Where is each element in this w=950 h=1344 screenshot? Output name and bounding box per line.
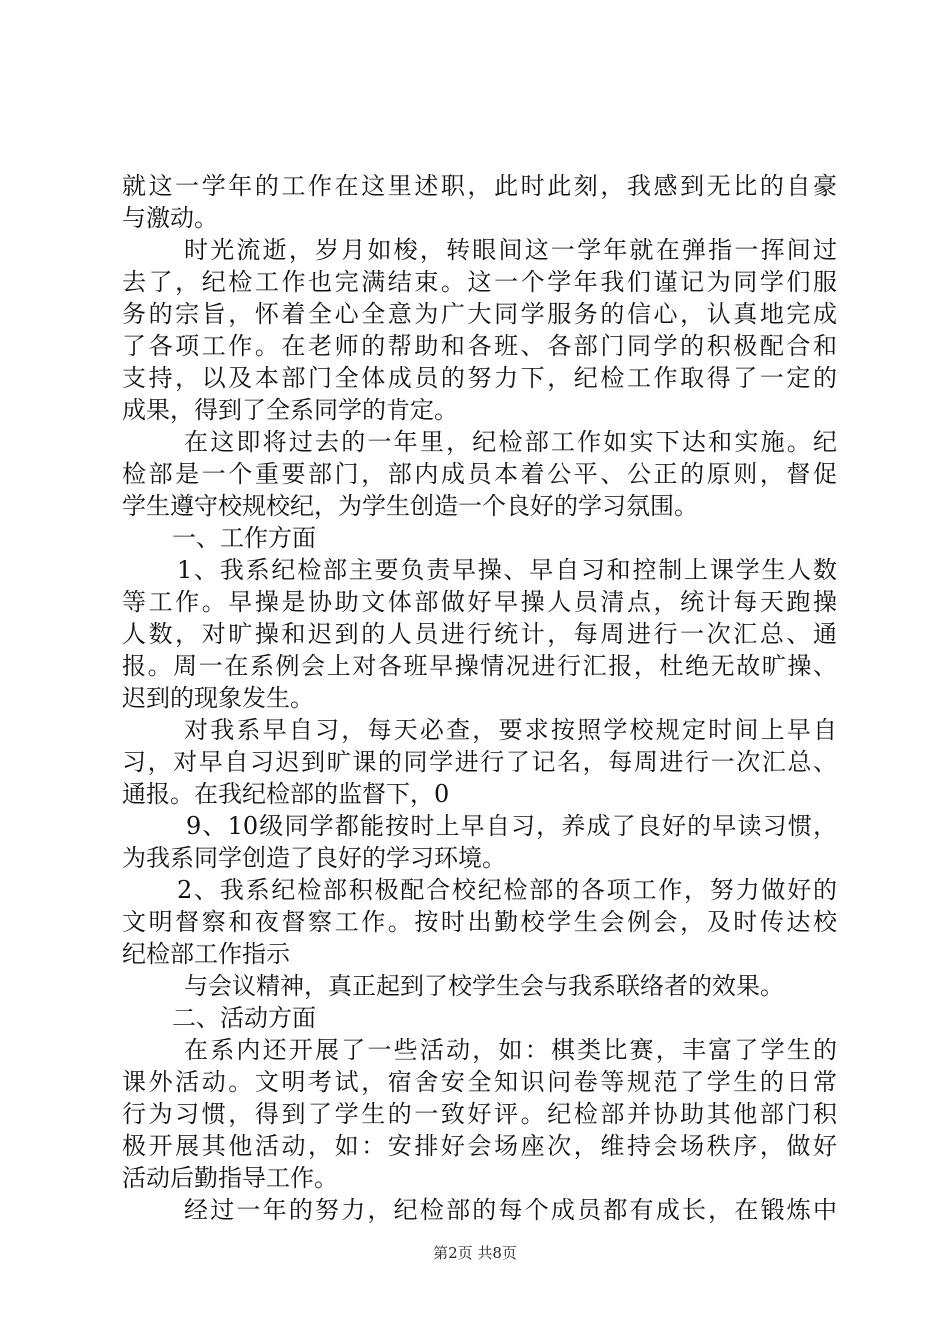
text-line: 迟到的现象发生。 [122, 684, 314, 712]
text-line: 对我系早自习，每天必查，要求按照学校规定时间上早自 [184, 716, 837, 744]
text-line: 通报。在我纪检部的监督下，0 [122, 780, 450, 808]
text-line: 时光流逝，岁月如梭，转眼间这一学年就在弹指一挥间过 [184, 236, 837, 264]
text-line: 9、10级同学都能按时上早自习，养成了良好的早读习惯， [186, 812, 837, 840]
text-line: 人数，对旷操和迟到的人员进行统计，每周进行一次汇总、通 [122, 620, 837, 648]
text-line: 经过一年的努力，纪检部的每个成员都有成长，在锻炼中 [184, 1196, 837, 1224]
text-line: 报。周一在系例会上对各班早操情况进行汇报，杜绝无故旷操、 [122, 652, 837, 680]
text-line: 去了，纪检工作也完满结束。这一个学年我们谨记为同学们服 [122, 268, 837, 296]
text-line: 务的宗旨，怀着全心全意为广大同学服务的信心，认真地完成 [122, 300, 837, 328]
text-line: 成果，得到了全系同学的肯定。 [122, 396, 458, 424]
text-line: 一、工作方面 [172, 524, 316, 552]
text-line: 为我系同学创造了良好的学习环境。 [122, 844, 506, 872]
text-line: 活动后勤指导工作。 [122, 1164, 338, 1192]
text-line: 在系内还开展了一些活动，如：棋类比赛，丰富了学生的 [184, 1036, 837, 1064]
page-footer: 第2页 共8页 [433, 1244, 517, 1262]
text-line: 就这一学年的工作在这里述职，此时此刻，我感到无比的自豪 [122, 172, 837, 200]
text-line: 支持，以及本部门全体成员的努力下，纪检工作取得了一定的 [122, 364, 837, 392]
text-line: 极开展其他活动，如：安排好会场座次，维持会场秩序，做好 [122, 1132, 837, 1160]
text-line: 与激动。 [122, 204, 218, 232]
text-line: 学生遵守校规校纪，为学生创造一个良好的学习氛围。 [122, 492, 698, 520]
text-line: 行为习惯，得到了学生的一致好评。纪检部并协助其他部门积 [122, 1100, 837, 1128]
text-line: 在这即将过去的一年里，纪检部工作如实下达和实施。纪 [184, 428, 837, 456]
document-body [122, 170, 837, 1226]
text-line: 纪检部工作指示 [122, 940, 290, 968]
text-line: 课外活动。文明考试，宿舍安全知识问卷等规范了学生的日常 [122, 1068, 837, 1096]
text-line: 检部是一个重要部门，部内成员本着公平、公正的原则，督促 [122, 460, 837, 488]
text-line: 2、我系纪检部积极配合校纪检部的各项工作，努力做好的 [177, 876, 837, 904]
text-line: 文明督察和夜督察工作。按时出勤校学生会例会，及时传达校 [122, 908, 837, 936]
text-line: 习，对早自习迟到旷课的同学进行了记名，每周进行一次汇总、 [122, 748, 837, 776]
text-line: 1、我系纪检部主要负责早操、早自习和控制上课学生人数 [177, 556, 837, 584]
text-line: 与会议精神，真正起到了校学生会与我系联络者的效果。 [184, 972, 784, 1000]
text-line: 了各项工作。在老师的帮助和各班、各部门同学的积极配合和 [122, 332, 837, 360]
text-line: 二、活动方面 [172, 1004, 316, 1032]
text-line: 等工作。早操是协助文体部做好早操人员清点，统计每天跑操 [122, 588, 837, 616]
